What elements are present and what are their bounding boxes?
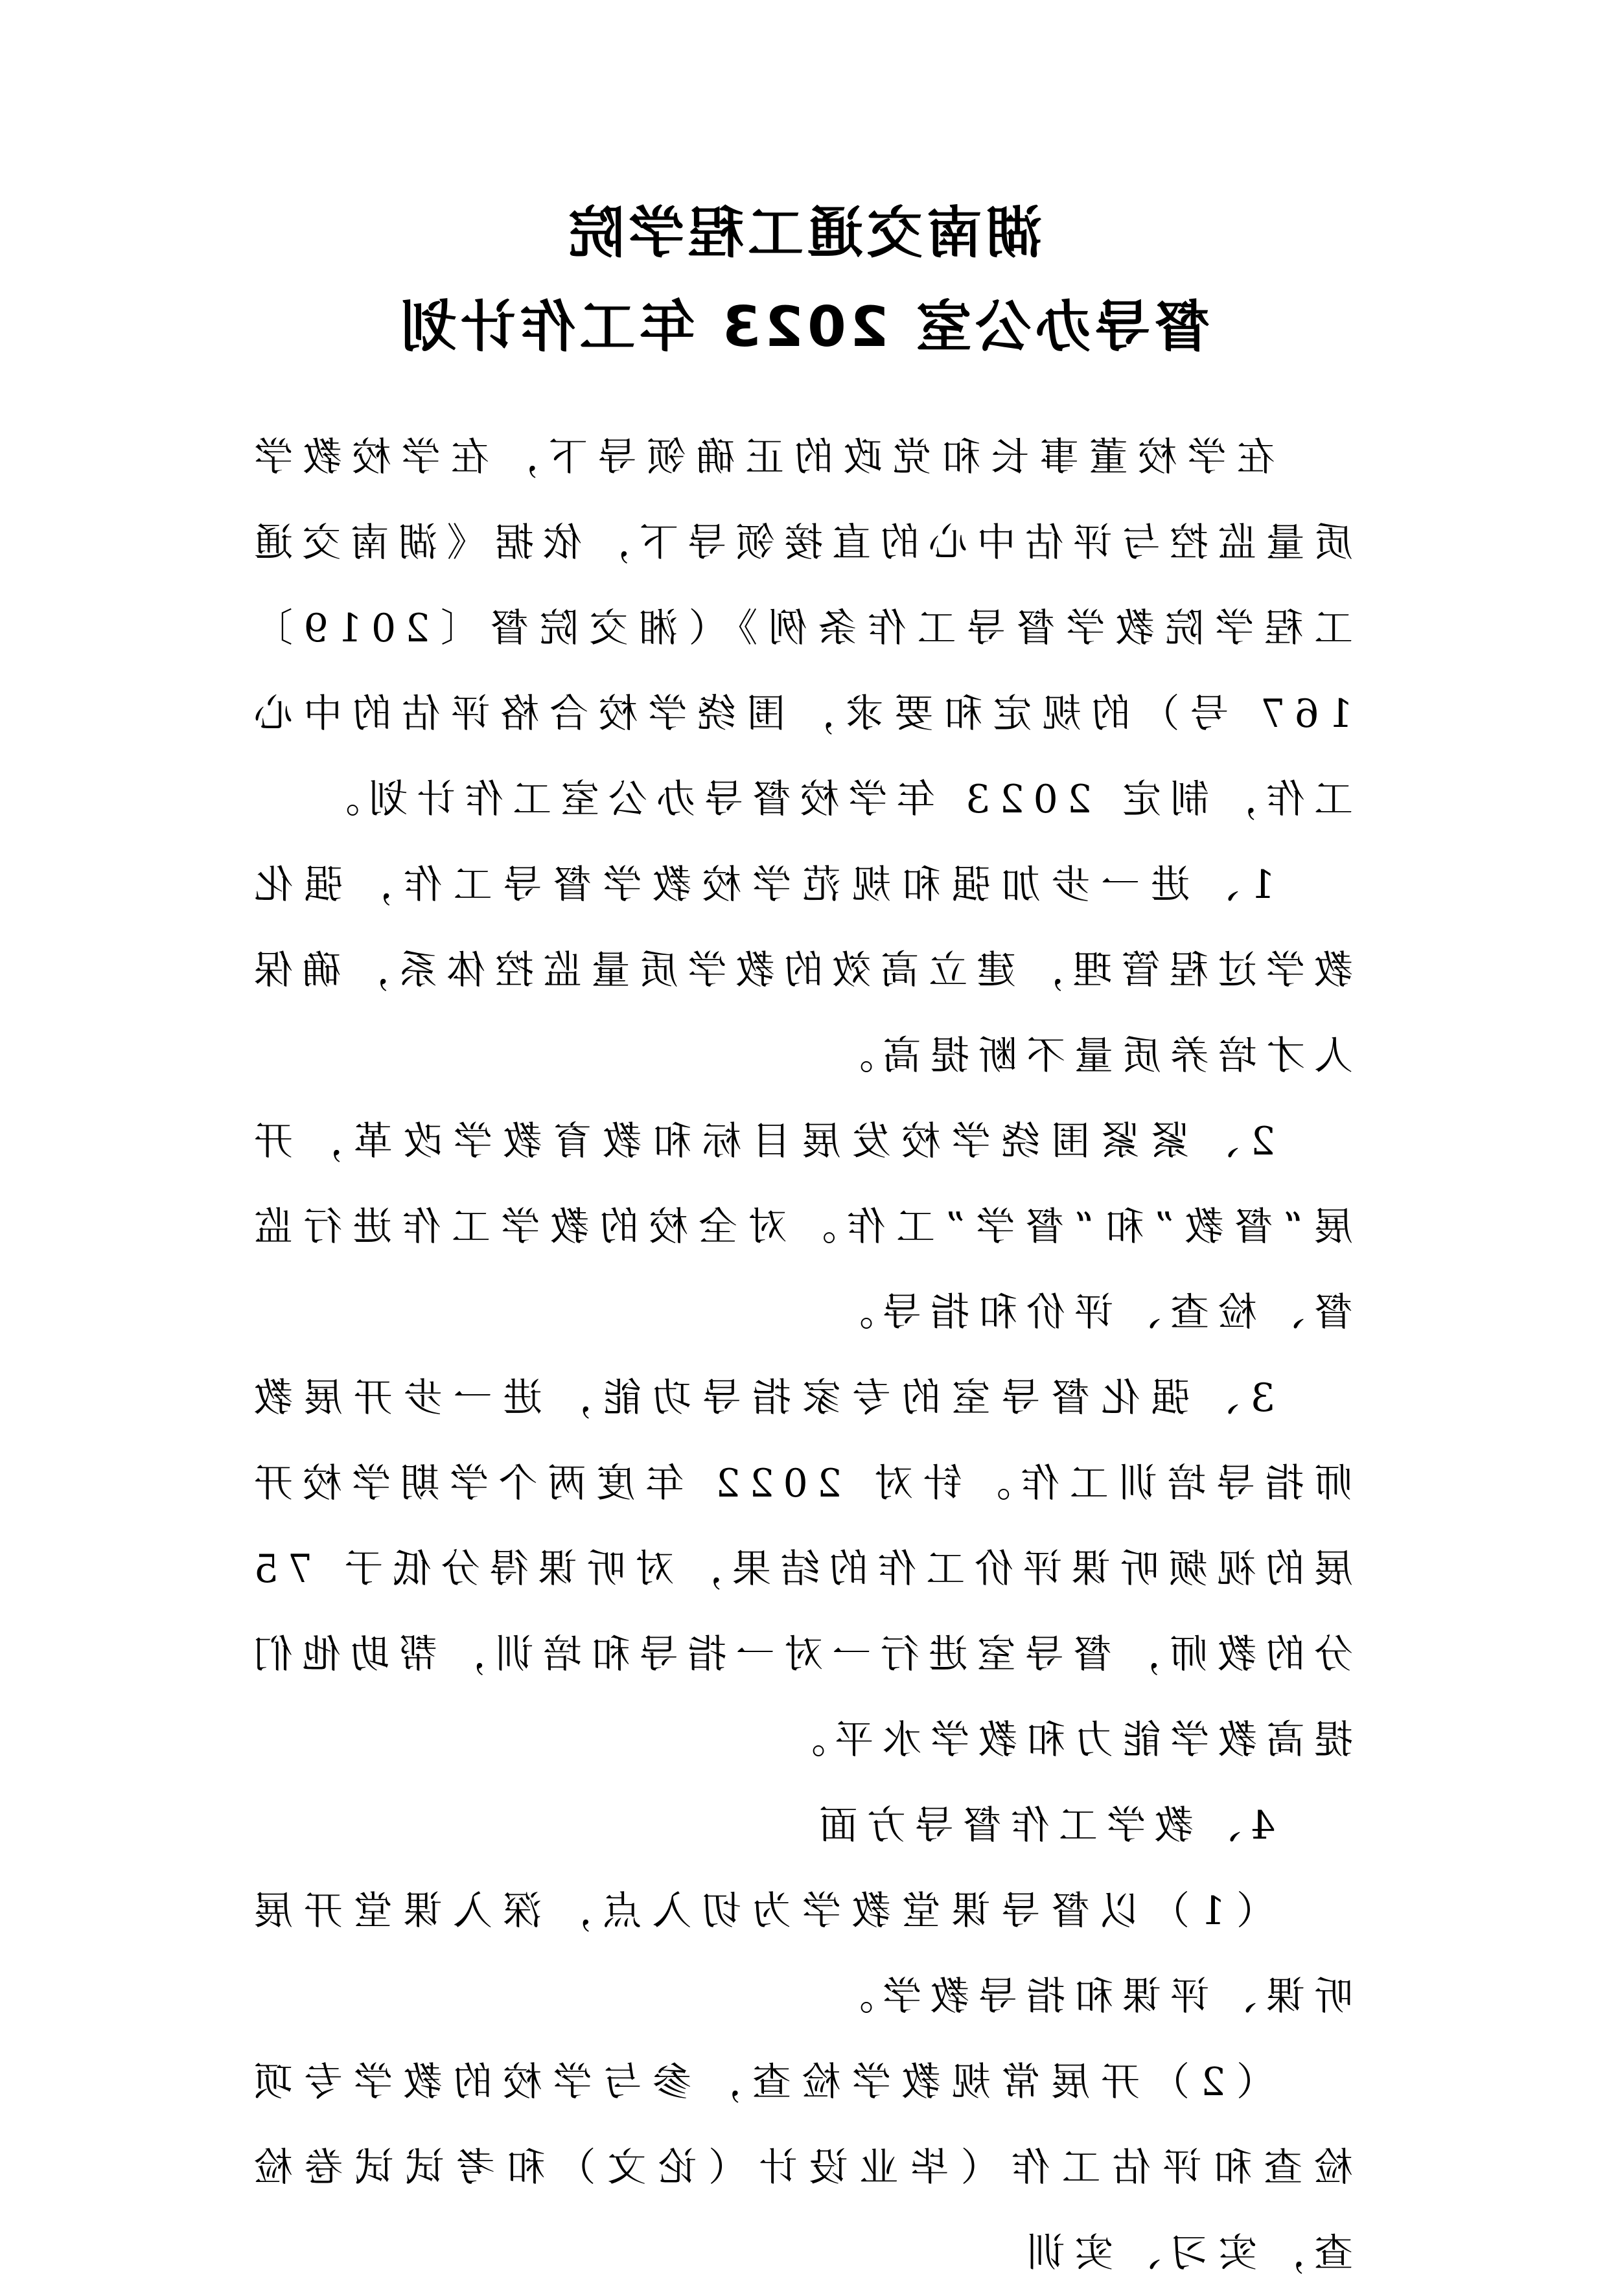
paragraph-item-4-heading: 4、教学工作督导方面 [809,1803,1275,1848]
paragraph-subitem-1: （1）以督导课堂教学为切入点，深入课堂开展听课、评课和指导教学。 [245,1888,1353,2019]
paragraph-item-1: 1、进一步加强和规范学校教学督导工作，强化教学过程管理，建立高效的教学质量监控体系，确保人才培养质量不断提高。 [245,862,1353,1079]
paragraph-subitem-2: （2）开展常规教学检查，参与学校的教学专项检查和评估工作（毕业设计（论文）和考试试卷检查，实习、实训 [245,2060,1353,2276]
document-title-plan: 督导办公室 2023 年工作计划 [397,295,1210,360]
document-body [245,415,1353,2296]
document-title-institution: 湖南交通工程学院 [565,201,1042,266]
paragraph-item-2: 2、紧紧围绕学校发展目标和教育教学改革，开展“督教”和“督学”工作。对全校的教学工作进行监督、检查、评价和指导。 [245,1119,1353,1335]
paragraph-intro: 在学校董事长和党政的正确领导下，在学校教学质量监控与评估中心的直接领导下，依据《湖南交通工程学院教学督导工作条例》（湘交院督〔2019〕167 号）的规定和要求，围绕学校合格评估的中心工作，制定 2023 年学校督导办公室工作计划。 [245,435,1353,822]
paragraph-item-3: 3、强化督导室的专家指导功能，进一步开展教师指导培训工作。针对 2022 年度两个学期学校开展的视频听课评价工作的结果，对听课得分低于 75 分的教师，督导室进行一对一指导和培训，帮助他们提高教学能力和教学水平。 [245,1375,1353,1763]
